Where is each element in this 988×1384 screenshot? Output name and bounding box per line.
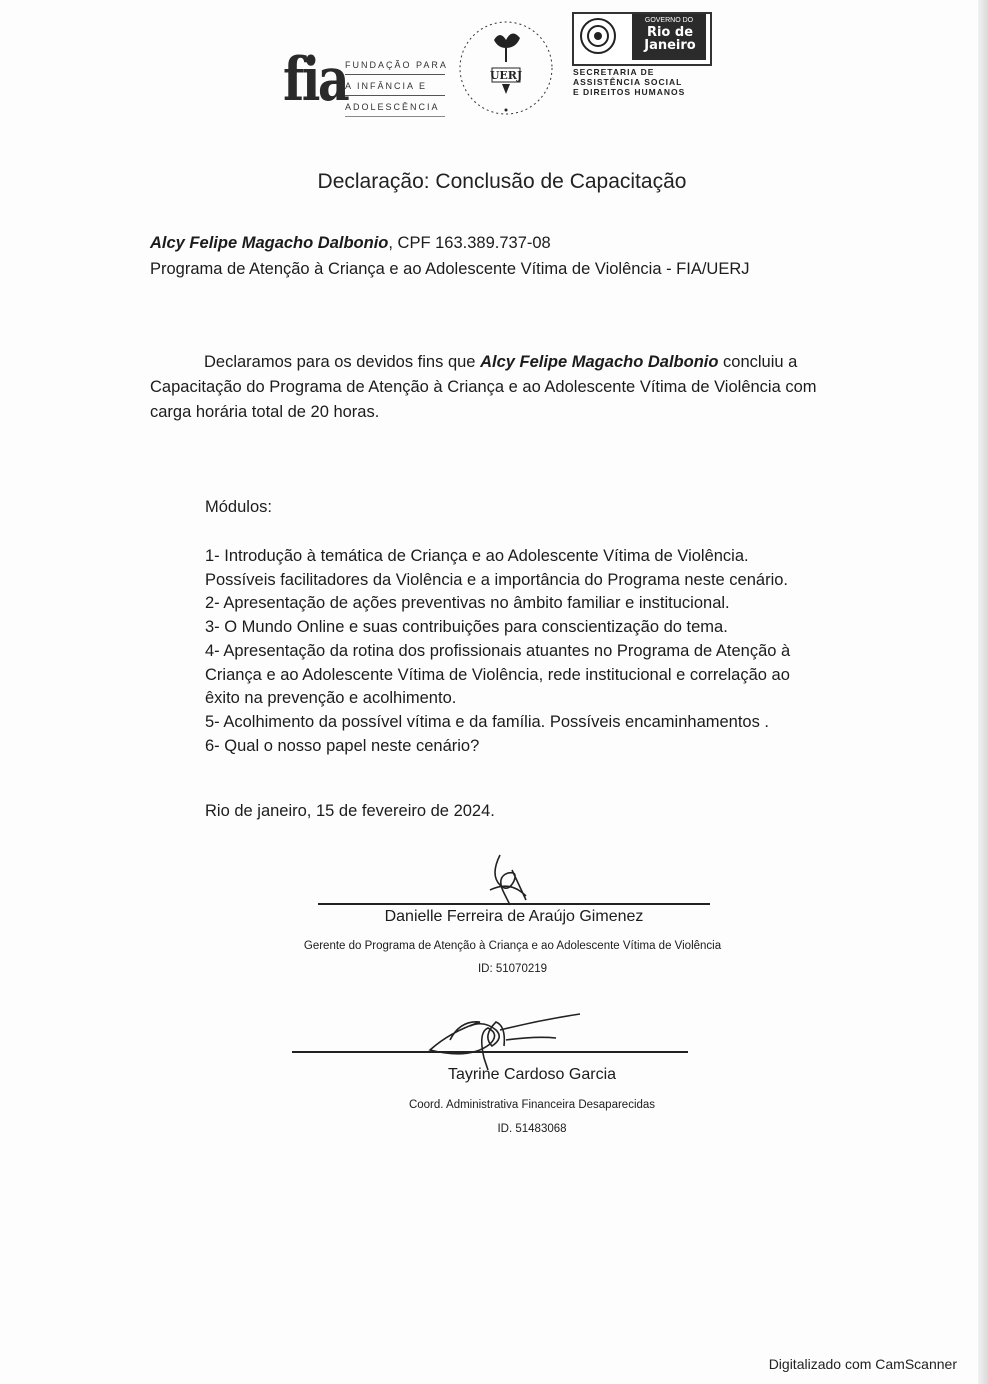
modules-list <box>205 545 825 758</box>
signatory-1-id: ID: 51070219 <box>477 963 548 975</box>
signature-line-2 <box>292 1051 688 1053</box>
rj-logo-gov: GOVERNO DO <box>644 17 694 24</box>
rj-secretaria-text <box>573 67 685 97</box>
fia-logo-line: A INFÂNCIA E <box>345 79 445 96</box>
module-line: 6- Qual o nosso papel neste cenário? <box>205 736 480 755</box>
handwritten-signature-1 <box>470 850 540 910</box>
rj-logo-name-line: Janeiro <box>644 38 696 53</box>
fia-logo-mark: fia <box>283 45 348 115</box>
camscanner-watermark: Digitalizado com CamScanner <box>768 1356 957 1372</box>
declaration-name: Alcy Felipe Magacho Dalbonio <box>480 353 719 371</box>
rj-secretaria-line: ASSISTÊNCIA SOCIAL <box>573 77 683 87</box>
module-line: êxito na prevenção e acolhimento. <box>205 689 457 708</box>
rj-logo-name <box>636 26 704 52</box>
fia-logo-line: FUNDAÇÃO PARA <box>345 58 445 75</box>
rj-logo-name-line: Rio de <box>646 25 694 40</box>
declaration-text-end: concluiu a Capacitação do Programa de Atenção à Criança e ao Adolescente Vítima de Violência com carga horária total de 20 horas. <box>150 353 817 421</box>
signatory-1-role: Gerente do Programa de Atenção à Criança e ao Adolescente Vítima de Violência <box>303 940 722 952</box>
recipient-cpf: , CPF 163.389.737-08 <box>388 234 551 252</box>
signatory-1-name: Danielle Ferreira de Araújo Gimenez <box>384 908 644 925</box>
module-line: Criança e ao Adolescente Vítima de Violência, rede institucional e correlação ao <box>205 665 790 684</box>
page-edge-shadow <box>978 0 988 1384</box>
fia-logo-text <box>345 58 448 121</box>
fia-logo-line: ADOLESCÊNCIA <box>345 100 445 117</box>
module-line: 5- Acolhimento da possível vítima e da família. Possíveis encaminhamentos . <box>205 712 770 731</box>
recipient-name: Alcy Felipe Magacho Dalbonio <box>150 234 389 252</box>
uerj-seal-text: UERJ <box>489 69 523 82</box>
rj-crest-icon <box>578 16 618 56</box>
signatory-2-name: Tayrine Cardoso Garcia <box>447 1066 617 1083</box>
module-line: 3- O Mundo Online e suas contribuições para conscientização do tema. <box>205 618 728 637</box>
rj-secretaria-line: E DIREITOS HUMANOS <box>573 87 686 97</box>
signatory-2-role: Coord. Administrativa Financeira Desaparecidas <box>408 1099 656 1111</box>
recipient-program: Programa de Atenção à Criança e ao Adolescente Vítima de Violência - FIA/UERJ <box>150 260 750 278</box>
modules-heading: Módulos: <box>205 498 272 516</box>
recipient-line <box>150 234 551 253</box>
module-line: 2- Apresentação de ações preventivas no âmbito familiar e institucional. <box>205 594 730 613</box>
rj-secretaria-line: SECRETARIA DE <box>573 67 655 77</box>
uerj-seal-logo <box>456 18 556 118</box>
document-date: Rio de janeiro, 15 de fevereiro de 2024. <box>205 802 495 820</box>
declaration-text-start: Declaramos para os devidos fins que <box>204 353 481 371</box>
signatory-2-id: ID. 51483068 <box>497 1123 567 1135</box>
document-title: Declaração: Conclusão de Capacitação <box>317 170 687 193</box>
declaration-paragraph <box>150 350 855 425</box>
signature-line-1 <box>318 903 710 905</box>
module-line: Possíveis facilitadores da Violência e a importância do Programa neste cenário. <box>205 570 789 589</box>
module-line: 4- Apresentação da rotina dos profissionais atuantes no Programa de Atenção à <box>205 641 791 660</box>
handwritten-signature-2 <box>410 1010 590 1070</box>
module-line: 1- Introdução à temática de Criança e ao Adolescente Vítima de Violência. <box>205 547 749 565</box>
